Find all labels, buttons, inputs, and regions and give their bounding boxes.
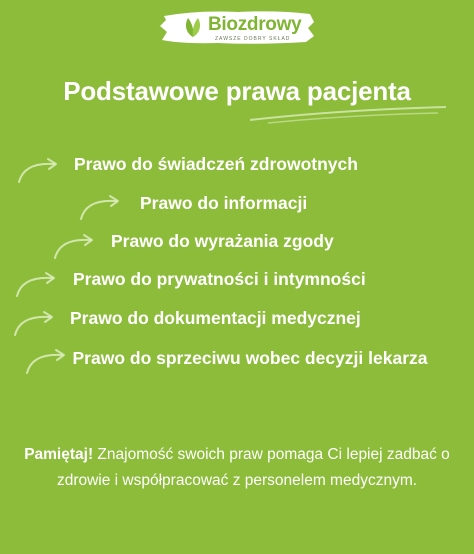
right-item-2: Prawo do informacji (140, 193, 308, 213)
right-item-1: Prawo do świadczeń zdrowotnych (74, 154, 358, 174)
title-underline-swoosh (248, 104, 448, 124)
logo-name: Biozdrowy (208, 14, 302, 35)
curved-arrow-icon (52, 232, 102, 260)
curved-arrow-icon (12, 309, 62, 337)
reminder-note (14, 442, 460, 494)
brand-logo (158, 8, 316, 46)
right-item-3: Prawo do wyrażania zgody (111, 231, 334, 251)
page-title: Podstawowe prawa pacjenta (63, 76, 411, 106)
curved-arrow-icon (14, 270, 64, 298)
right-item-6: Prawo do sprzeciwu wobec decyzji lekarza (72, 348, 428, 368)
logo-tagline: ZAWSZE DOBRY SKŁAD (215, 36, 291, 42)
note-lead: Pamiętaj! (24, 446, 94, 463)
curved-arrow-icon (78, 193, 128, 221)
curved-arrow-icon (16, 156, 66, 184)
note-text: Znajomość swoich praw pomaga Ci lepiej zadbać o zdrowie i współpracować z personelem medycznym. (56, 446, 450, 489)
leaf-icon (182, 15, 204, 39)
right-item-4: Prawo do prywatności i intymności (73, 269, 366, 289)
right-item-5: Prawo do dokumentacji medycznej (70, 308, 361, 328)
